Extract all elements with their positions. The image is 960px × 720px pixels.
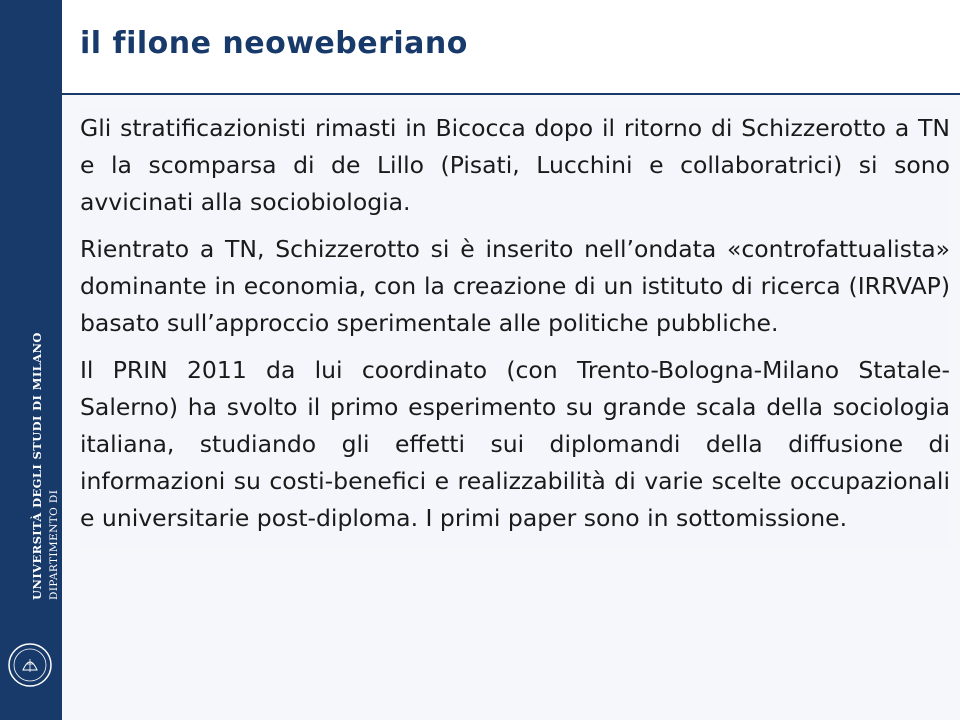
sidebar-band <box>0 0 62 720</box>
paragraph-3: Il PRIN 2011 da lui coordinato (con Trento-Bologna-Milano Statale-Salerno) ha svolto il primo esperimento su grande scala della sociologia italiana, studiando gli effetti sui diplomandi della diffusione di informazioni su costi-benefici e realizzabilità di varie scelte occupazionali e universitarie post-diploma. I primi paper sono in sottomissione. <box>80 356 950 532</box>
department-line-1: DIPARTIMENTO DI <box>48 489 60 600</box>
slide-title: il filone neoweberiano <box>80 26 468 61</box>
university-name: UNIVERSITÀ DEGLI STUDI DI MILANO <box>30 332 44 600</box>
university-seal-icon <box>7 642 53 688</box>
slide-body <box>80 110 950 547</box>
paragraph-1: Gli stratificazionisti rimasti in Bicocca dopo il ritorno di Schizzerotto a TN e la scomparsa di de Lillo (Pisati, Lucchini e collaboratrici) si sono avvicinati alla sociobiologia. <box>80 114 950 216</box>
paragraph-2: Rientrato a TN, Schizzerotto si è inserito nell’ondata «controfattualista» dominante in economia, con la creazione di un istituto di ricerca (IRRVAP) basato sull’approccio sperimentale alle politiche pubbliche. <box>80 235 950 337</box>
